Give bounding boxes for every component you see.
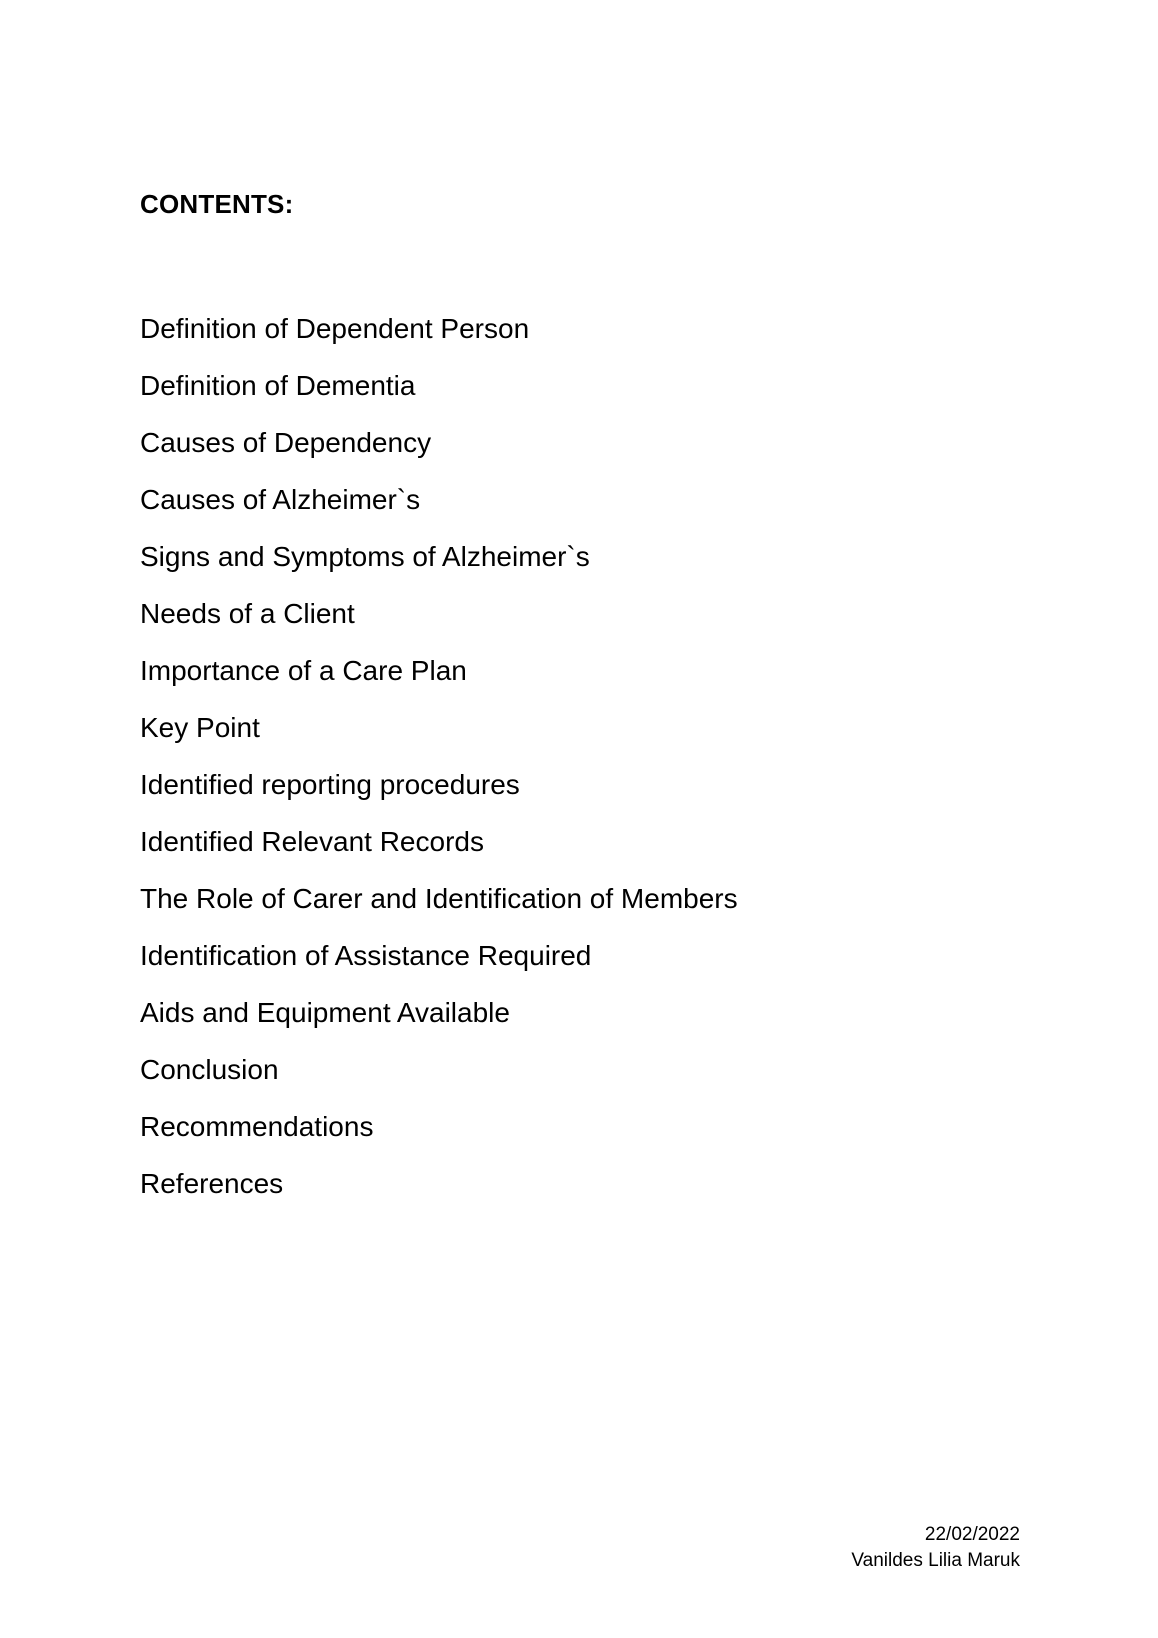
toc-item: Definition of Dependent Person <box>140 313 530 344</box>
table-of-contents <box>140 300 738 1212</box>
toc-item: Identified Relevant Records <box>140 826 484 857</box>
toc-item: References <box>140 1168 284 1199</box>
toc-item: Definition of Dementia <box>140 370 416 401</box>
toc-item: Causes of Alzheimer`s <box>140 484 421 515</box>
toc-item: Recommendations <box>140 1111 374 1142</box>
toc-item: Conclusion <box>140 1054 279 1085</box>
toc-item: Aids and Equipment Available <box>140 997 510 1028</box>
toc-item: Signs and Symptoms of Alzheimer`s <box>140 541 590 572</box>
toc-item: Needs of a Client <box>140 598 355 629</box>
contents-heading: CONTENTS: <box>140 189 294 219</box>
footer-date: 22/02/2022 <box>924 1524 1020 1545</box>
toc-item: Identified reporting procedures <box>140 769 520 800</box>
page-footer <box>851 1522 1020 1574</box>
footer-author: Vanildes Lilia Maruk <box>851 1550 1020 1571</box>
toc-item: Identification of Assistance Required <box>140 940 592 971</box>
toc-item: The Role of Carer and Identification of Members <box>140 883 738 914</box>
toc-item: Key Point <box>140 712 260 743</box>
toc-item: Causes of Dependency <box>140 427 432 458</box>
toc-item: Importance of a Care Plan <box>140 655 467 686</box>
